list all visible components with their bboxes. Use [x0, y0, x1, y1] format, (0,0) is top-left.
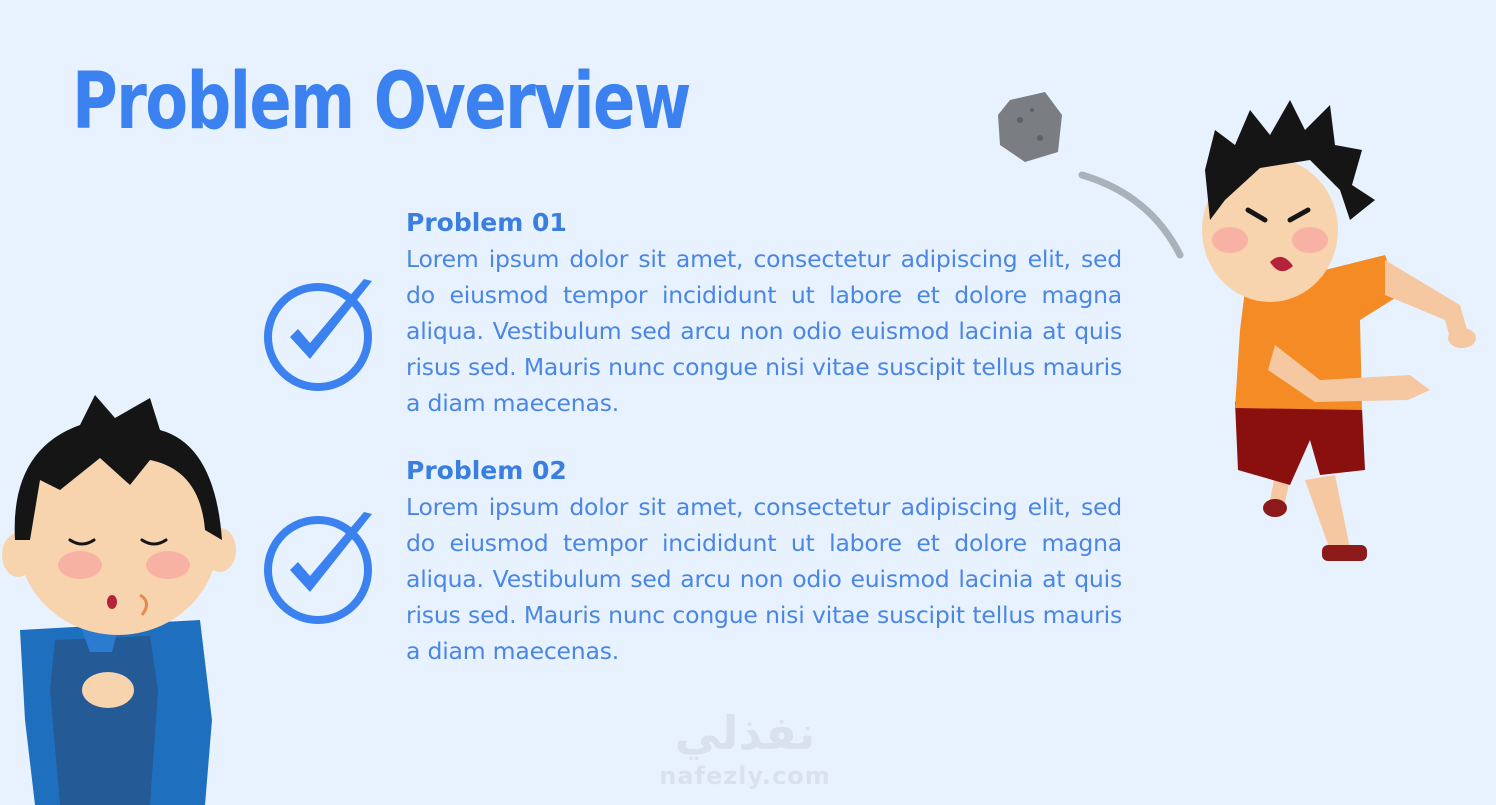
problem-description: Lorem ipsum dolor sit amet, consectetur adipiscing elit, sed do eiusmod tempor incididunt ut labore et dolore magna aliqua. Vestibulum sed arcu non odio euismod lacinia at quis risus sed. Mauris nunc congue nisi vitae suscipit tellus mauris a diam maecenas. [406, 493, 1122, 665]
watermark [640, 705, 850, 791]
problem-description: Lorem ipsum dolor sit amet, consectetur adipiscing elit, sed do eiusmod tempor incididunt ut labore et dolore magna aliqua. Vestibulum sed arcu non odio euismod lacinia at quis risus sed. Mauris nunc congue nisi vitae suscipit tellus mauris a diam maecenas. [406, 245, 1122, 417]
checkmark-circle-icon [260, 275, 380, 395]
watermark-arabic: نفذلي [674, 706, 816, 760]
sad-boy-illustration [0, 390, 245, 805]
problem-heading: Problem 01 [406, 208, 567, 237]
rock-icon [998, 92, 1062, 162]
watermark-latin: nafezly.com [659, 762, 831, 790]
problem-item [406, 455, 1122, 669]
checkmark-circle-icon [260, 508, 380, 628]
problem-item [406, 207, 1122, 421]
page-title: Problem Overview [72, 57, 690, 147]
problem-heading: Problem 02 [406, 456, 567, 485]
